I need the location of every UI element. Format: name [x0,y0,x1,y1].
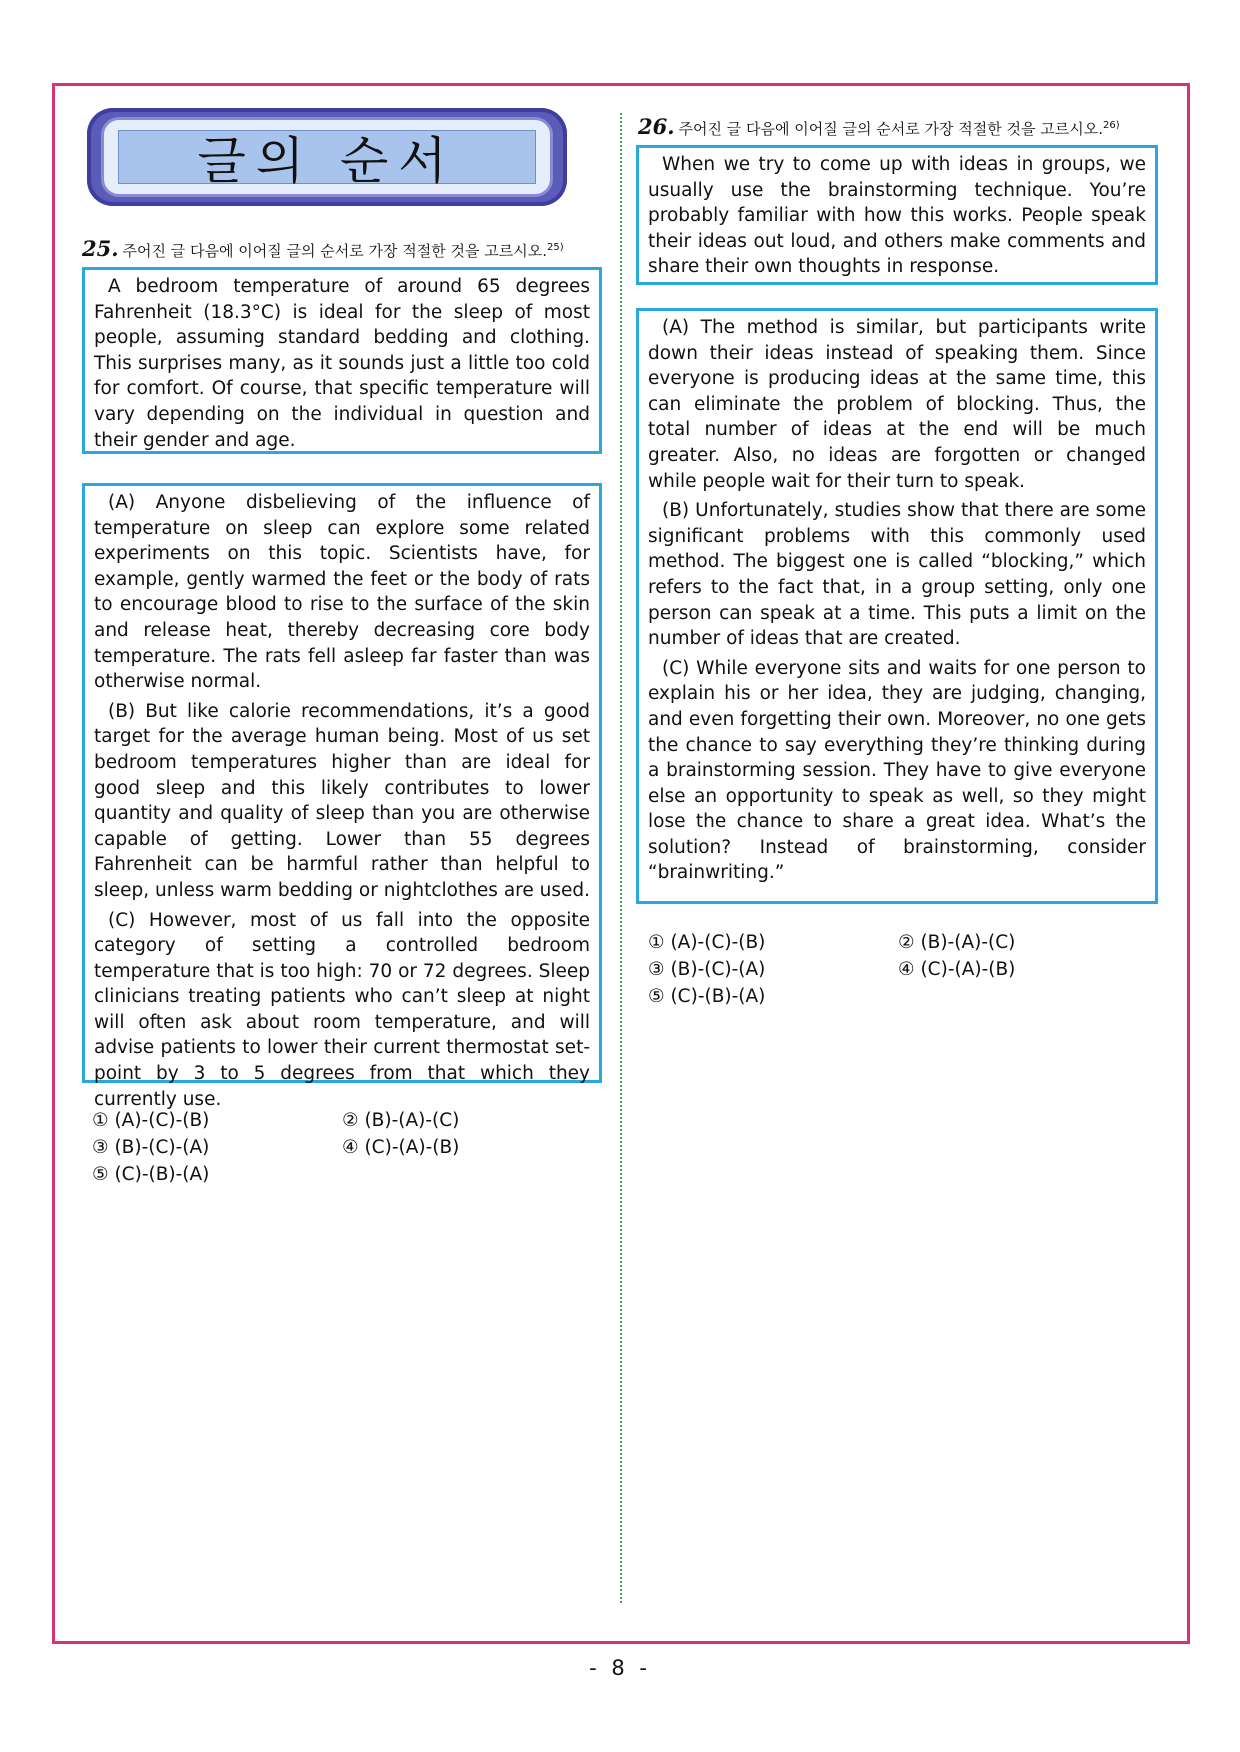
choice-1[interactable]: ① (A)-(C)-(B) [92,1110,210,1131]
given-passage-25 [82,267,602,454]
given-passage-text: When we try to come up with ideas in groups, we usually use the brainstorming technique. You’re probably familiar with how this works. People speak their ideas out loud, and others make comments and share their own thoughts in response. [648,154,1146,278]
section-banner [87,108,567,206]
banner-inner [101,117,553,197]
paragraphs-box-25 [82,483,602,1110]
paragraph-c: (C) However, most of us fall into the opposite category of setting a controlled bedroom temperature that is too high: 70 or 72 degrees. Sleep clinicians treating patients who can’t sleep at night will often ask about room temperature, and will advise patients to lower their current thermostat set-point by 3 to 5 degrees from that which they currently use. [94,909,590,1110]
question-26-header [638,114,1120,139]
paragraph-a: (A) Anyone disbelieving of the influence of temperature on sleep can explore some related experiments on this topic. Scientists have, for example, gently warmed the feet or the body of rats to encourage blood to rise to the surface of the skin and release heat, thereby decreasing core body temperature. The rats fell asleep far faster than was otherwise normal. [94,492,590,693]
choice-5[interactable]: ⑤ (C)-(B)-(A) [648,986,766,1007]
answer-choices-25 [92,1107,592,1188]
paragraph-a: (A) The method is similar, but participants write down their ideas instead of speaking them. Since everyone is producing ideas at the same time, this can eliminate the problem of blocking. Thus, the total number of ideas at the end will be much greater. Also, no ideas are forgotten or changed while people wait for their turn to speak. [648,317,1146,492]
choice-4[interactable]: ④ (C)-(A)-(B) [342,1137,460,1158]
section-title: 글의 순서 [197,132,457,190]
paragraph-b: (B) Unfortunately, studies show that there are some significant problems with this commonly used method. The biggest one is called “blocking,” which refers to the fact that, in a group setting, only one person can speak at a time. This puts a limit on the number of ideas that are created. [648,500,1146,650]
column-divider [620,113,622,1603]
footnote-ref: 25) [546,242,564,253]
answer-choices-26 [648,929,1148,1010]
paragraphs-box-26 [636,308,1158,904]
choice-3[interactable]: ③ (B)-(C)-(A) [92,1137,210,1158]
choice-1[interactable]: ① (A)-(C)-(B) [648,932,766,953]
question-number: 26. [638,114,675,139]
choice-2[interactable]: ② (B)-(A)-(C) [342,1110,460,1131]
footnote-ref: 26) [1102,120,1120,131]
choice-4[interactable]: ④ (C)-(A)-(B) [898,959,1016,980]
question-25-header [82,236,564,261]
banner-core [118,130,536,190]
page-number: - 8 - [589,1656,651,1680]
given-passage-text: A bedroom temperature of around 65 degrees Fahrenheit (18.3°C) is ideal for the sleep of most people, assuming standard bedding and clothing. This surprises many, as it sounds just a little too cold for comfort. Of course, that specific temperature will vary depending on the individual in question and their gender and age. [94,276,590,451]
given-passage-26 [636,145,1158,285]
choice-3[interactable]: ③ (B)-(C)-(A) [648,959,766,980]
choice-5[interactable]: ⑤ (C)-(B)-(A) [92,1164,210,1185]
question-number: 25. [82,236,119,261]
choice-2[interactable]: ② (B)-(A)-(C) [898,932,1016,953]
paragraph-c: (C) While everyone sits and waits for one person to explain his or her idea, they are judging, changing, and even forgetting their own. Moreover, no one gets the chance to say everything they’re thinking during a brainstorming session. They have to give everyone else an opportunity to speak as well, so they might lose the chance to share a great idea. What’s the solution? Instead of brainstorming, consider “brainwriting.” [648,657,1146,884]
question-instruction: 주어진 글 다음에 이어질 글의 순서로 가장 적절한 것을 고르시오. [678,120,1103,138]
question-instruction: 주어진 글 다음에 이어질 글의 순서로 가장 적절한 것을 고르시오. [122,242,547,260]
paragraph-b: (B) But like calorie recommendations, it’s a good target for the average human being. Most of us set bedroom temperatures higher than are ideal for good sleep and this likely contributes to lower quantity and quality of sleep than you are otherwise capable of getting. Lower than 55 degrees Fahrenheit can be harmful rather than helpful to sleep, unless warm bedding or nightclothes are used. [94,700,590,901]
